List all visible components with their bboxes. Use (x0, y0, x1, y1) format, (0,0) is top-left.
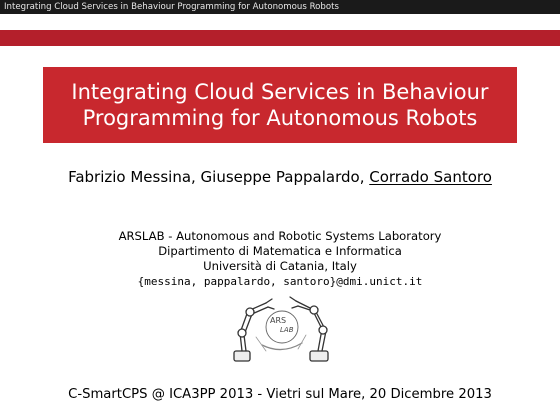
svg-text:LAB: LAB (280, 326, 294, 334)
logo-text: ARS (270, 316, 287, 325)
email-names: {messina, pappalardo, santoro} (137, 275, 337, 288)
affiliation-block (0, 229, 560, 289)
authors-text: Fabrizio Messina, Giuseppe Pappalardo, (68, 168, 370, 186)
university-name: Università di Catania, Italy (203, 259, 357, 273)
conference-footer: C-SmartCPS @ ICA3PP 2013 - Vietri sul Mare, 20 Dicembre 2013 (68, 387, 492, 402)
presenting-author: Corrado Santoro (369, 168, 492, 186)
arslab-logo (226, 289, 336, 371)
title-box (43, 67, 517, 143)
email-address (0, 274, 560, 289)
author-list (0, 167, 560, 187)
header-running-title: Integrating Cloud Services in Behaviour Programming for Autonomous Robots (0, 0, 560, 14)
lab-name: ARSLAB - Autonomous and Robotic Systems Laboratory (118, 229, 442, 243)
robot-arm-logo-icon (226, 289, 336, 371)
email-domain: @dmi.unict.it (336, 275, 423, 288)
department-name: Dipartimento di Matematica e Informatica (158, 244, 402, 258)
slide-title: Integrating Cloud Services in Behaviour Programming for Autonomous Robots (71, 80, 489, 130)
header-band-light (0, 14, 560, 30)
header-band-accent (0, 30, 560, 46)
